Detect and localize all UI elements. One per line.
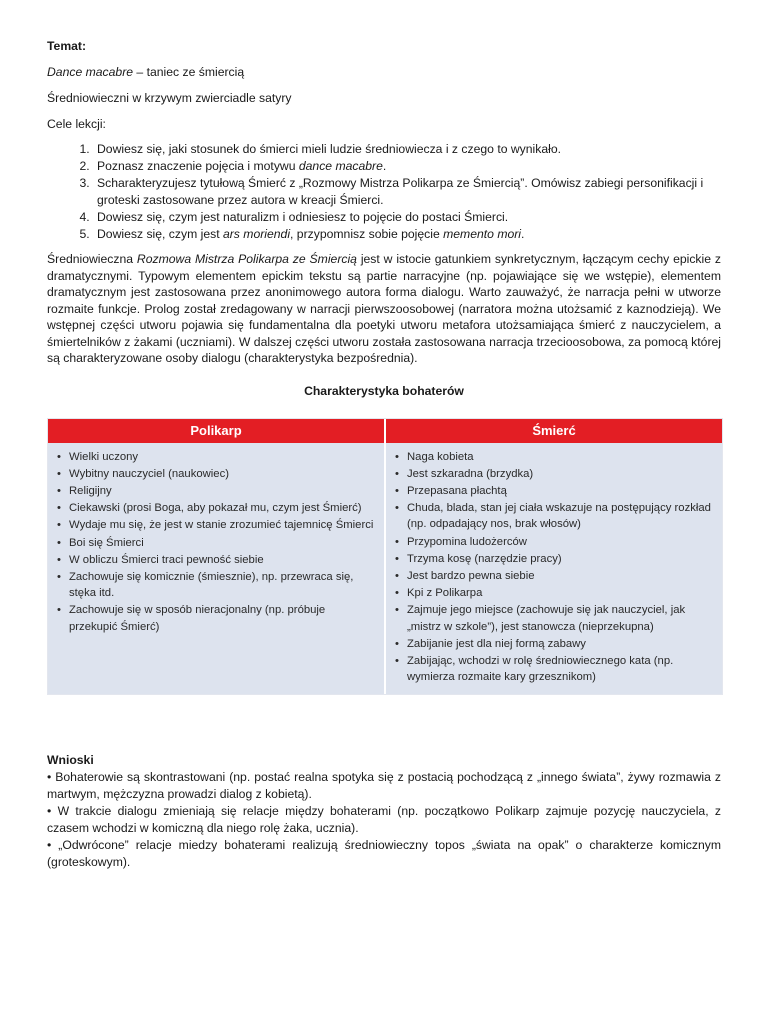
trait-item: • Przepasana płachtą (392, 483, 712, 499)
topic-line (47, 64, 721, 81)
intro-text: Średniowieczna (47, 252, 137, 266)
trait-item: • Zajmuje jego miejsce (zachowuje się jak nauczyciel, jak „mistrz w szkole”), jest stanowcza (nieprzekupna) (392, 602, 712, 634)
trait-item: • Religijny (54, 483, 374, 499)
polikarp-traits (54, 449, 374, 635)
topic-rest: – taniec ze śmiercią (133, 65, 245, 79)
trait-item: • Wybitny nauczyciel (naukowiec) (54, 466, 374, 482)
topic-italic: Dance macabre (47, 65, 134, 79)
goal-term: ars moriendi (222, 227, 291, 241)
conclusion-item: • Bohaterowie są skontrastowani (np. postać realna spotyka się z postacią pochodzącą z „innego świata”, żywy rozmawia z martwym, mężczyzna prowadzi dialog z kobietą). (47, 770, 721, 801)
trait-item: • Zabijając, wchodzi w rolę średniowiecznego kata (np. wymierza rozmaite kary grzesznikom) (392, 653, 712, 685)
conclusions-heading: Wnioski (47, 753, 94, 767)
trait-item: • Przypomina ludożerców (392, 534, 712, 550)
goal-text: Dowiesz się, czym jest (97, 227, 223, 241)
trait-item: • Wielki uczony (54, 449, 374, 465)
polikarp-column (48, 419, 384, 695)
goal-text: Dowiesz się, czym jest naturalizm i odniesiesz to pojęcie do postaci Śmierci. (97, 210, 509, 224)
goal-term: dance macabre (298, 159, 383, 173)
goals-list (47, 141, 721, 243)
smierc-column (384, 419, 722, 695)
trait-item: • Jest bardzo pewna siebie (392, 568, 712, 584)
trait-item: • W obliczu Śmierci traci pewność siebie (54, 552, 374, 568)
trait-item: • Zabijanie jest dla niej formą zabawy (392, 636, 712, 652)
goal-item (93, 226, 721, 243)
trait-item: • Jest szkaradna (brzydka) (392, 466, 712, 482)
goal-item (93, 141, 721, 158)
subtitle: Średniowieczni w krzywym zwierciadle satyry (47, 91, 292, 105)
lesson-page (47, 38, 721, 695)
conclusion-item: • W trakcie dialogu zmieniają się relacje między bohaterami (np. początkowo Polikarp zajmuje pozycję nauczyciela, z czasem wchodzi w komiczną dla niego rolę żaka, ucznia). (47, 804, 721, 835)
trait-item: • Kpi z Polikarpa (392, 585, 712, 601)
smierc-heading: Śmierć (386, 419, 722, 443)
goals-heading: Cele lekcji: (47, 117, 106, 131)
goal-text: Dowiesz się, jaki stosunek do śmierci mieli ludzie średniowiecza i z czego to wynikało. (97, 142, 561, 156)
trait-item: • Zachowuje się w sposób nieracjonalny (np. próbuje przekupić Śmierć) (54, 602, 374, 634)
goal-item (93, 209, 721, 226)
trait-item: • Boi się Śmierci (54, 535, 374, 551)
goal-text: Scharakteryzujesz tytułową Śmierć z „Rozmowy Mistrza Polikarpa ze Śmiercią”. Omówisz zabiegi personifikacji i groteski zastosowane przez autora w kreacji Śmierci. (97, 176, 704, 207)
goal-text: . (521, 227, 525, 241)
character-table (47, 418, 723, 696)
trait-item: • Wydaje mu się, że jest w stanie zrozumieć tajemnicę Śmierci (54, 517, 374, 533)
polikarp-heading: Polikarp (48, 419, 384, 443)
goal-text: , przypomnisz sobie pojęcie (290, 227, 444, 241)
trait-item: • Naga kobieta (392, 449, 712, 465)
intro-paragraph (47, 251, 721, 367)
topic-label: Temat: (47, 39, 87, 53)
trait-item: • Ciekawski (prosi Boga, aby pokazał mu, czym jest Śmierć) (54, 500, 374, 516)
intro-work-title: Rozmowa Mistrza Polikarpa ze Śmiercią (136, 252, 357, 266)
goal-term: memento mori (443, 227, 522, 241)
trait-item: • Chuda, blada, stan jej ciała wskazuje na postępujący rozkład (np. odpadający nos, brak włosów) (392, 500, 712, 532)
conclusions-section (47, 752, 721, 871)
goal-text: Poznasz znaczenie pojęcia i motywu (97, 159, 299, 173)
intro-text: jest w istocie gatunkiem synkretycznym, łączącym cechy epickie z dramatycznymi. Typowym elementem epickim tekstu są partie narracyjne (np. pojawiające się we wstępie), elementem dramatycznym jest zastosowana przez anonimowego autora forma dialogu. Warto zauważyć, że narracja pełni w utworze rozmaite funkcje. Prolog został zredagowany w narracji pierwszoosobowej (narratora można utożsamić z kaznodzieją). We wstępnej części utworu pojawia się fundamentalna dla poetyki utworu metafora utożsamiająca śmierć z nauczycielem, a śmiertelników z żakami (uczniami). W dalszej części utworu została zastosowana narracja trzecioosobowa, za pomocą której są charakteryzowane osoby dialogu (charakterystyka bezpośrednia). (47, 252, 721, 365)
smierc-traits (392, 449, 712, 686)
trait-item: • Zachowuje się komicznie (śmiesznie), np. przewraca się, stęka itd. (54, 569, 374, 601)
goal-item (93, 158, 721, 175)
goal-item (93, 175, 721, 209)
conclusion-item: • „Odwrócone” relacje miedzy bohaterami realizują średniowieczny topos „świata na opak” o charakterze komicznym (groteskowym). (47, 838, 721, 869)
table-title: Charakterystyka bohaterów (304, 383, 464, 398)
goal-text: . (382, 159, 387, 173)
trait-item: • Trzyma kosę (narzędzie pracy) (392, 551, 712, 567)
